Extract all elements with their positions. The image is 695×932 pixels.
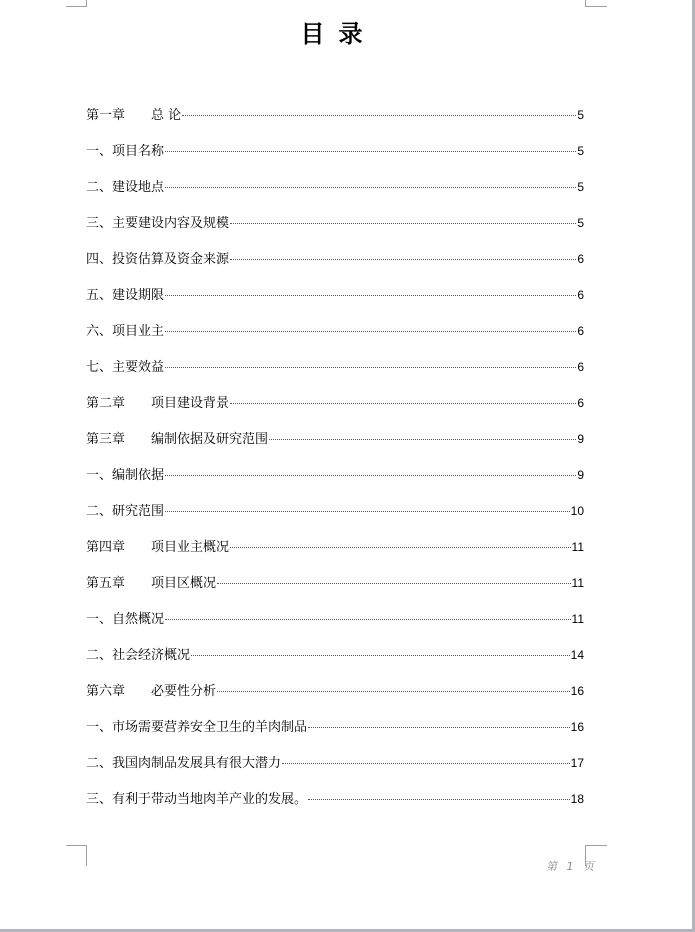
toc-entry[interactable] — [86, 356, 584, 392]
dot-leader — [191, 655, 570, 656]
toc-entry[interactable] — [86, 536, 584, 572]
toc-entry[interactable] — [86, 644, 584, 680]
toc-entry[interactable] — [86, 248, 584, 284]
toc-entry[interactable] — [86, 320, 584, 356]
dot-leader — [165, 187, 576, 188]
toc-entry-label: 七、主要效益 — [86, 360, 165, 375]
dot-leader — [165, 619, 571, 620]
toc-entry-label: 第一章 总 论 — [86, 108, 182, 123]
toc-entry-label: 一、编制依据 — [86, 468, 165, 483]
toc-entry-label: 一、自然概况 — [86, 612, 165, 627]
margin-corner-mark-top-right — [585, 0, 607, 7]
toc-entry-page: 5 — [577, 180, 584, 194]
toc-entry-page: 11 — [571, 612, 584, 626]
toc-entry-label: 三、有利于带动当地肉羊产业的发展。 — [86, 792, 308, 807]
toc-entry-label: 二、研究范围 — [86, 504, 165, 519]
dot-leader — [182, 115, 576, 116]
toc-entry-page: 11 — [571, 540, 584, 554]
toc-entry-label: 第三章 编制依据及研究范围 — [86, 432, 269, 447]
toc-entry-page: 5 — [577, 144, 584, 158]
dot-leader — [269, 439, 576, 440]
dot-leader — [308, 727, 570, 728]
toc-entry-page: 10 — [570, 504, 584, 518]
toc-entry[interactable] — [86, 140, 584, 176]
page-title: 目录 — [300, 19, 377, 48]
toc-entry-page: 5 — [577, 108, 584, 122]
toc-entry-page: 5 — [577, 216, 584, 230]
toc-entry[interactable] — [86, 392, 584, 428]
dot-leader — [165, 151, 576, 152]
toc-entry-label: 一、市场需要营养安全卫生的羊肉制品 — [86, 720, 308, 735]
dot-leader — [308, 799, 570, 800]
toc-entry-page: 6 — [577, 288, 584, 302]
toc-entry-label: 四、投资估算及资金来源 — [86, 252, 230, 267]
toc-entry-page: 16 — [570, 720, 584, 734]
toc-entry[interactable] — [86, 176, 584, 212]
toc-entry-page: 6 — [577, 324, 584, 338]
dot-leader — [165, 367, 576, 368]
dot-leader — [282, 763, 570, 764]
toc-entry[interactable] — [86, 716, 584, 752]
toc-entry[interactable] — [86, 104, 584, 140]
toc-entry-label: 第六章 必要性分析 — [86, 684, 217, 699]
toc-entry-page: 14 — [570, 648, 584, 662]
toc-entry[interactable] — [86, 572, 584, 608]
toc-entry-page: 18 — [570, 792, 584, 806]
toc-entry-page: 6 — [577, 252, 584, 266]
toc-entry[interactable] — [86, 500, 584, 536]
toc-entry-page: 6 — [577, 396, 584, 410]
toc-entry-label: 二、社会经济概况 — [86, 648, 191, 663]
dot-leader — [165, 511, 570, 512]
toc-entry-label: 第二章 项目建设背景 — [86, 396, 230, 411]
toc-entry-label: 二、我国肉制品发展具有很大潜力 — [86, 756, 282, 771]
toc-entry[interactable] — [86, 428, 584, 464]
toc-entry-label: 第四章 项目业主概况 — [86, 540, 230, 555]
toc-entry[interactable] — [86, 788, 584, 824]
toc-entry[interactable] — [86, 680, 584, 716]
toc-entry-page: 6 — [577, 360, 584, 374]
dot-leader — [165, 295, 576, 296]
toc-entry-label: 三、主要建设内容及规模 — [86, 216, 230, 231]
dot-leader — [230, 223, 576, 224]
dot-leader — [230, 403, 576, 404]
margin-corner-mark-bottom-left — [66, 845, 87, 866]
toc-entry-label: 二、建设地点 — [86, 180, 165, 195]
toc-entry-page: 11 — [571, 576, 584, 590]
toc-entry[interactable] — [86, 752, 584, 788]
toc-entry-page: 17 — [570, 756, 584, 770]
toc-entry-page: 16 — [570, 684, 584, 698]
toc-entry[interactable] — [86, 464, 584, 500]
toc-entry-page: 9 — [577, 468, 584, 482]
dot-leader — [217, 691, 570, 692]
dot-leader — [217, 583, 571, 584]
toc-entry-label: 第五章 项目区概况 — [86, 576, 217, 591]
footer-page-number: 第 1 页 — [546, 860, 597, 873]
dot-leader — [165, 331, 576, 332]
toc-entry-page: 9 — [577, 432, 584, 446]
dot-leader — [230, 547, 571, 548]
dot-leader — [165, 475, 576, 476]
toc-entry[interactable] — [86, 212, 584, 248]
toc-entry-label: 一、项目名称 — [86, 144, 165, 159]
margin-corner-mark-top-left — [66, 0, 87, 7]
table-of-contents — [86, 104, 584, 824]
toc-entry-label: 五、建设期限 — [86, 288, 165, 303]
toc-entry-label: 六、项目业主 — [86, 324, 165, 339]
toc-entry[interactable] — [86, 284, 584, 320]
toc-entry[interactable] — [86, 608, 584, 644]
dot-leader — [230, 259, 576, 260]
